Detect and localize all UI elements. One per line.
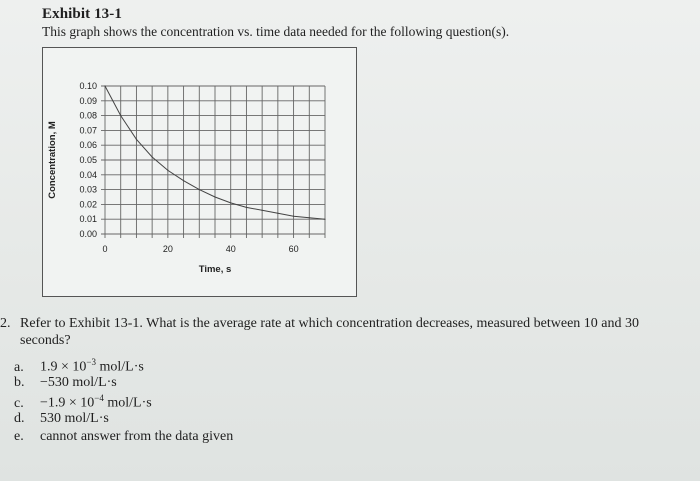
data-point xyxy=(167,170,168,171)
answer-option xyxy=(14,429,233,445)
y-tick-label: 0.08 xyxy=(79,110,97,121)
chart-figure xyxy=(42,47,357,297)
option-text: 530 mol/L·s xyxy=(40,411,109,426)
data-point xyxy=(246,207,247,208)
data-point xyxy=(214,196,215,197)
data-point xyxy=(136,139,137,140)
y-tick-label: 0.06 xyxy=(79,140,97,151)
option-text: cannot answer from the data given xyxy=(40,429,234,444)
option-letter: b. xyxy=(14,375,25,390)
option-letter: a. xyxy=(14,359,24,375)
data-point xyxy=(230,202,231,203)
y-tick-label: 0.00 xyxy=(79,229,97,239)
option-letter: e. xyxy=(14,429,24,444)
y-tick-labels xyxy=(79,81,97,239)
data-point xyxy=(183,180,184,181)
question-number: 2. xyxy=(0,316,11,331)
option-unit: mol/L·s xyxy=(95,359,144,375)
y-tick-label: 0.03 xyxy=(79,184,97,195)
answer-option xyxy=(14,357,144,376)
concentration-time-chart xyxy=(43,48,358,298)
chart-grid xyxy=(101,86,325,238)
option-text: −530 mol/L·s xyxy=(40,375,117,390)
x-tick-label: 40 xyxy=(225,244,236,254)
y-tick-label: 0.04 xyxy=(79,169,97,180)
data-point xyxy=(104,85,105,86)
question-text: Refer to Exhibit 13-1. What is the average rate at which concentration decreases, measured between 10 and 30 seconds? xyxy=(20,316,639,348)
y-tick-label: 0.10 xyxy=(79,81,97,91)
option-exponent: −4 xyxy=(94,393,104,403)
x-axis-label: Time, s xyxy=(198,264,232,275)
x-tick-labels xyxy=(102,244,298,254)
option-letter: d. xyxy=(14,411,25,426)
option-letter: c. xyxy=(14,395,24,411)
answer-option xyxy=(14,393,152,412)
data-point xyxy=(324,219,325,220)
data-point xyxy=(152,156,153,157)
answer-option xyxy=(14,411,109,427)
data-point xyxy=(293,216,294,217)
option-text: 1.9 × 10 xyxy=(40,359,87,375)
y-tick-label: 0.01 xyxy=(79,214,97,225)
exhibit-title: Exhibit 13-1 xyxy=(42,6,122,22)
y-tick-label: 0.02 xyxy=(79,199,97,210)
answer-option xyxy=(14,375,117,391)
x-tick-label: 60 xyxy=(288,244,299,254)
option-unit: mol/L·s xyxy=(103,395,152,411)
data-point xyxy=(120,115,121,116)
x-tick-label: 20 xyxy=(162,244,173,254)
option-text: −1.9 × 10 xyxy=(40,395,95,411)
y-axis-label: Concentration, M xyxy=(47,121,58,199)
y-tick-label: 0.07 xyxy=(79,125,97,136)
x-tick-label: 0 xyxy=(102,244,108,254)
data-point xyxy=(262,210,263,211)
data-point xyxy=(309,217,310,218)
y-tick-label: 0.09 xyxy=(79,95,97,106)
exhibit-description: This graph shows the concentration vs. time data needed for the following question(s). xyxy=(42,24,510,39)
y-tick-label: 0.05 xyxy=(79,155,97,165)
data-point xyxy=(199,189,200,190)
option-exponent: −3 xyxy=(86,357,96,367)
data-point xyxy=(277,213,278,214)
